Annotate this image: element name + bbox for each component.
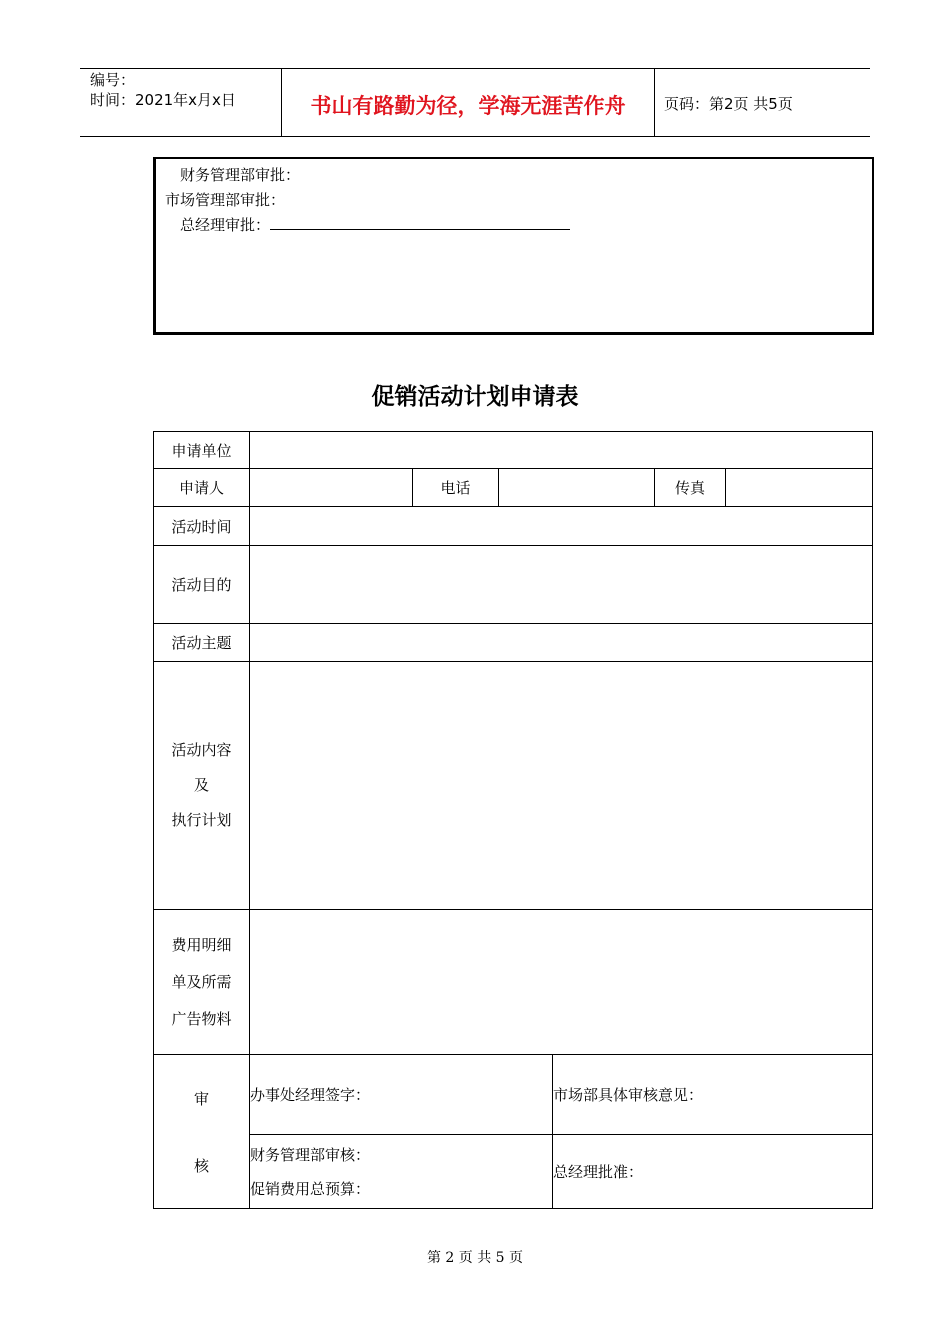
applicant-field[interactable]: [250, 469, 413, 507]
row-activity-purpose: [154, 546, 873, 624]
fee-details-field[interactable]: [250, 910, 873, 1055]
office-manager-sign-cell[interactable]: [250, 1055, 553, 1135]
applicant-unit-field[interactable]: [250, 432, 873, 469]
office-manager-sign-label: 办事处经理签字：: [250, 1086, 371, 1104]
market-dept-opinion-cell[interactable]: [553, 1055, 873, 1135]
gm-approval-cell[interactable]: [553, 1135, 873, 1209]
document-time-label: 时间：2021年x月x日: [90, 91, 236, 109]
applicant-label: 申请人: [154, 469, 250, 507]
row-review-bottom: [154, 1135, 873, 1209]
finance-review-cell[interactable]: [250, 1135, 553, 1209]
fax-field[interactable]: [726, 469, 873, 507]
row-applicant-unit: [154, 432, 873, 469]
activity-content-field[interactable]: [250, 662, 873, 910]
applicant-unit-label: 申请单位: [154, 432, 250, 469]
activity-content-label-line2: 及: [193, 776, 209, 794]
phone-field[interactable]: [499, 469, 655, 507]
gm-signature-line[interactable]: [270, 215, 570, 230]
header-meta: [90, 70, 236, 110]
approval-box: [153, 157, 874, 335]
header-page-indicator: 页码：第2页 共5页: [664, 95, 793, 113]
header-divider-right: [654, 68, 655, 136]
finance-review-label: 财务管理部审核：: [250, 1145, 371, 1164]
activity-time-label: 活动时间: [154, 507, 250, 546]
gm-approval-label: 总经理审批：: [180, 216, 271, 234]
header-bottom-rule: [80, 136, 870, 137]
page-footer: 第 2 页 共 5 页: [426, 1250, 524, 1266]
activity-purpose-field[interactable]: [250, 546, 873, 624]
activity-content-label-line3: 执行计划: [171, 811, 232, 829]
header-motto: 书山有路勤为径，学海无涯苦作舟: [310, 94, 626, 118]
fee-details-label-line3: 广告物料: [171, 1009, 232, 1028]
promotion-application-table: [153, 431, 873, 1209]
document-number-label: 编号：: [90, 71, 136, 89]
activity-content-label-line1: 活动内容: [171, 741, 232, 759]
activity-content-label: [154, 662, 250, 910]
activity-theme-field[interactable]: [250, 624, 873, 662]
phone-label: 电话: [413, 469, 499, 507]
finance-approval-label: 财务管理部审批：: [180, 166, 301, 184]
review-label-char1: 审: [193, 1089, 209, 1108]
fee-details-label: [154, 910, 250, 1055]
market-dept-opinion-label: 市场部具体审核意见：: [553, 1086, 704, 1104]
row-fee-details: [154, 910, 873, 1055]
activity-theme-label: 活动主题: [154, 624, 250, 662]
fax-label: 传真: [655, 469, 726, 507]
row-applicant: [154, 469, 873, 507]
fee-details-label-line1: 费用明细: [171, 935, 232, 954]
review-label: [154, 1055, 250, 1209]
activity-time-field[interactable]: [250, 507, 873, 546]
total-budget-label: 促销费用总预算：: [250, 1179, 371, 1198]
header-top-rule: [80, 68, 870, 69]
fee-details-label-line2: 单及所需: [171, 972, 232, 991]
row-activity-theme: [154, 624, 873, 662]
form-title: 促销活动计划申请表: [371, 384, 579, 410]
row-activity-time: [154, 507, 873, 546]
market-approval-label: 市场管理部审批：: [165, 191, 286, 209]
row-review-top: [154, 1055, 873, 1135]
review-label-char2: 核: [193, 1156, 209, 1175]
gm-approval-form-label: 总经理批准：: [553, 1163, 644, 1181]
gm-approval-row: [156, 213, 872, 238]
activity-purpose-label: 活动目的: [154, 546, 250, 624]
row-activity-content: [154, 662, 873, 910]
